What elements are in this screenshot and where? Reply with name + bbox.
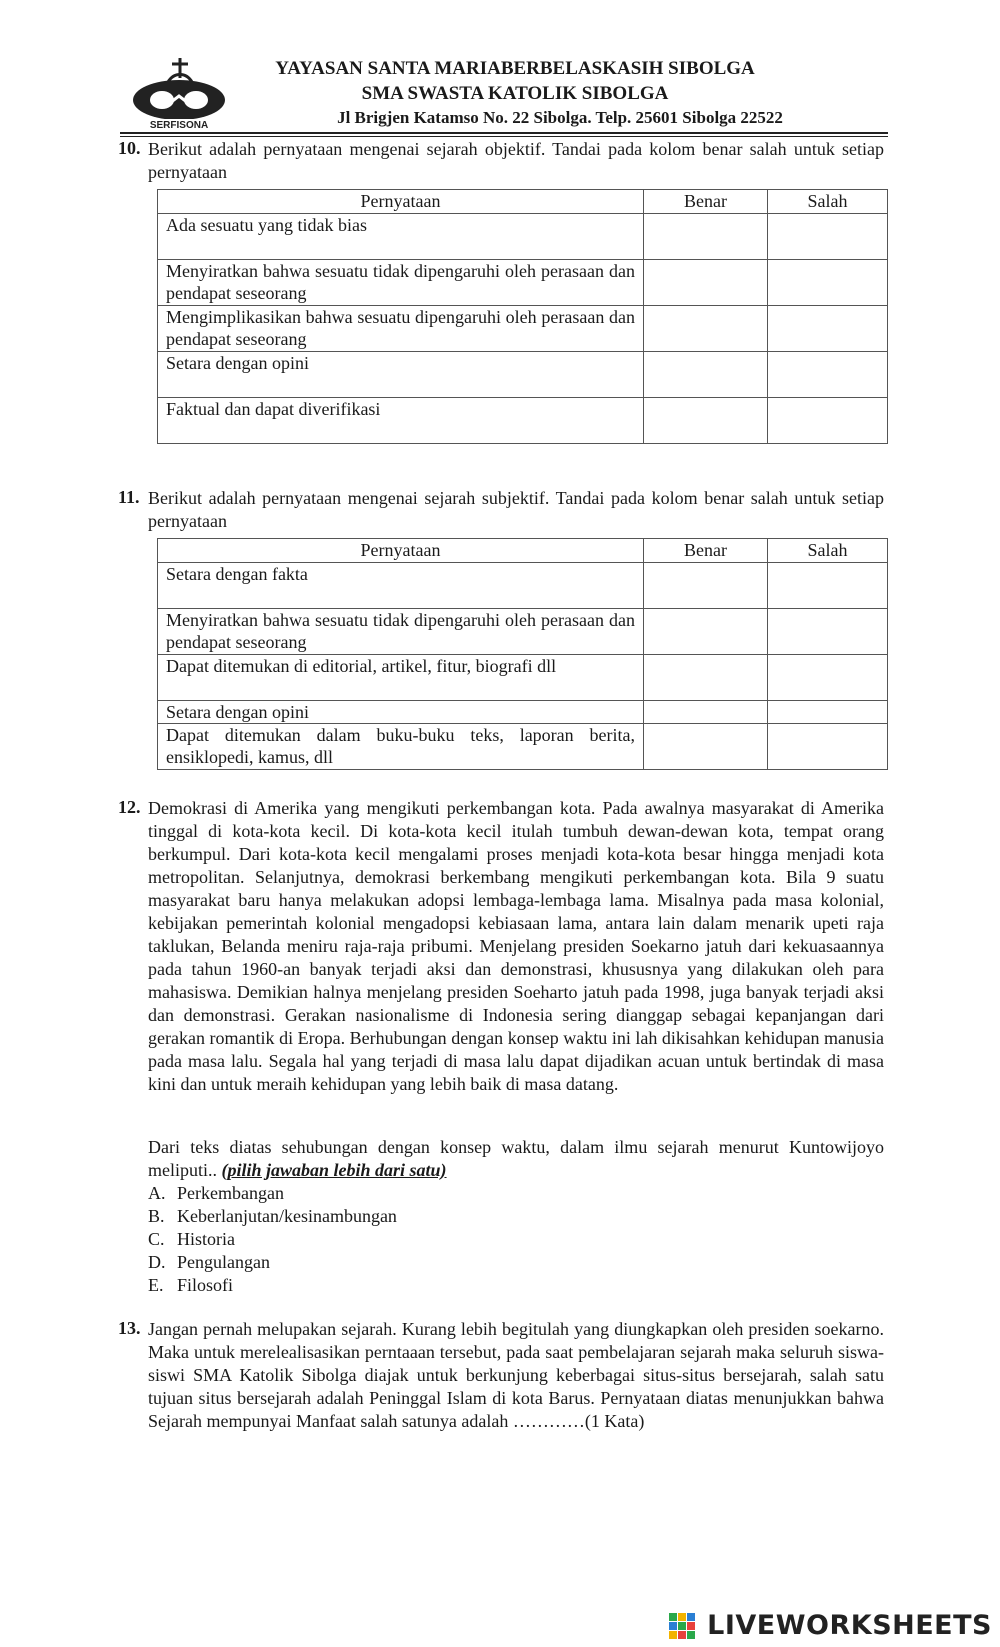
option-e[interactable] [148, 1274, 397, 1297]
statement: Setara dengan opini [158, 352, 644, 398]
table-row [158, 260, 888, 306]
q12-number: 12. [118, 797, 141, 817]
salah-cell[interactable] [768, 398, 888, 444]
option-label: B. [148, 1206, 165, 1226]
benar-cell[interactable] [644, 398, 768, 444]
table-row [158, 701, 888, 724]
q12-question-text: Dari teks diatas sehubungan dengan konsep waktu, dalam ilmu sejarah menurut Kuntowijoyo meliputi.. [148, 1137, 884, 1180]
q12-paragraph: Demokrasi di Amerika yang mengikuti perkembangan kota. Pada awalnya masyarakat di Amerika tinggal di kota-kota kecil. Di kota-kota kecil itulah tumbuh dewan-dewan kota, tempat orang berkumpul. Dari kota-kota kecil mengalami proses menjadi kota-kota besar hingga menjadi kota metropolitan. Selanjutnya, demokrasi berkembang mengikuti perkembangan kota. Bila 9 suatu masyarakat baru hanya melakukan adopsi lembaga-lembaga lama. Misalnya pada masa kolonial, kebijakan pemerintah kolonial mengadopsi kebiasaan lama, antara lain dalam menarik upeti raja taklukan, Belanda meniru raja-raja pribumi. Menjelang presiden Soekarno jatuh dari kekuasaannya pada tahun 1960-an banyak terjadi aksi dan demonstrasi, khususnya yang dilakukan oleh para mahasiswa. Demikian halnya menjelang presiden Soeharto jatuh pada 1998, juga banyak terjadi aksi dan demonstrasi. Gerakan nasionalisme di Indonesia sering dianggap sebagai kepanjangan dari gerakan romantik di Eropa. Berhubungan dengan konsep waktu ini lah dikisahkan kehidupan manusia pada masa lalu. Segala hal yang terjadi di masa lalu dapat dijadikan acuan untuk bertindak di masa kini dan untuk meraih kehidupan yang lebih baik di masa datang. [148, 798, 884, 1094]
statement: Dapat ditemukan di editorial, artikel, fitur, biografi dll [158, 655, 644, 701]
q12-question [148, 1136, 884, 1182]
table-row [158, 214, 888, 260]
table-row [158, 724, 888, 770]
q11-text: Berikut adalah pernyataan mengenai sejarah subjektif. Tandai pada kolom benar salah untuk setiap pernyataan [148, 488, 884, 531]
table-header-row [158, 190, 888, 214]
q12-instruction: (pilih jawaban lebih dari satu) [221, 1160, 447, 1180]
salah-cell[interactable] [768, 352, 888, 398]
option-label: D. [148, 1252, 166, 1272]
col-pernyataan: Pernyataan [158, 539, 644, 563]
salah-cell[interactable] [768, 609, 888, 655]
statement: Setara dengan opini [158, 701, 644, 724]
salah-cell[interactable] [768, 724, 888, 770]
salah-cell[interactable] [768, 214, 888, 260]
statement: Mengimplikasikan bahwa sesuatu dipengaruhi oleh perasaan dan pendapat seseorang [158, 306, 644, 352]
q12-options [148, 1182, 397, 1297]
school-name: SMA SWASTA KATOLIK SIBOLGA [361, 83, 669, 104]
col-benar: Benar [644, 190, 768, 214]
table-row [158, 655, 888, 701]
option-c[interactable] [148, 1228, 397, 1251]
table-row [158, 352, 888, 398]
header-divider [120, 132, 888, 134]
q13-number: 13. [118, 1318, 141, 1338]
liveworksheets-brand: LIVEWORKSHEETS [707, 1610, 992, 1641]
benar-cell[interactable] [644, 655, 768, 701]
benar-cell[interactable] [644, 306, 768, 352]
statement: Menyiratkan bahwa sesuatu tidak dipengaruhi oleh perasaan dan pendapat seseorang [158, 260, 644, 306]
option-b[interactable] [148, 1205, 397, 1228]
salah-cell[interactable] [768, 306, 888, 352]
salah-cell[interactable] [768, 563, 888, 609]
option-text: Pengulangan [177, 1252, 270, 1272]
q10-table [157, 189, 888, 444]
col-benar: Benar [644, 539, 768, 563]
benar-cell[interactable] [644, 352, 768, 398]
liveworksheets-logo-icon [669, 1613, 695, 1639]
option-text: Perkembangan [177, 1183, 284, 1203]
statement: Menyiratkan bahwa sesuatu tidak dipengaruhi oleh perasaan dan pendapat seseorang [158, 609, 644, 655]
option-text: Keberlanjutan/kesinambungan [177, 1206, 397, 1226]
option-text: Historia [177, 1229, 235, 1249]
q13-text: Jangan pernah melupakan sejarah. Kurang lebih begitulah yang diungkapkan oleh presiden soekarno. Maka untuk merelealisasikan perntaaan tersebut, pada saat pembelajaran sejarah maka seluruh siswa-siswi SMA Katolik Sibolga diajak untuk berkunjung keberbagai situs-situs bersejarah, salah satu tujuan situs bersejarah adalah Peninggal Islam di kota Barus. Pernyataan diatas menunjukkan bahwa Sejarah mempunyai Manfaat salah satunya adalah …………(1 Kata) [148, 1319, 884, 1431]
table-row [158, 398, 888, 444]
table-row [158, 306, 888, 352]
table-header-row [158, 539, 888, 563]
logo-text: SERFISONA [149, 120, 209, 130]
option-d[interactable] [148, 1251, 397, 1274]
statement: Dapat ditemukan dalam buku-buku teks, laporan berita, ensiklopedi, kamus, dll [158, 724, 644, 770]
q11-number: 11. [118, 487, 140, 507]
table-row [158, 609, 888, 655]
benar-cell[interactable] [644, 609, 768, 655]
q10-number: 10. [118, 138, 141, 158]
statement: Setara dengan fakta [158, 563, 644, 609]
q10-text: Berikut adalah pernyataan mengenai sejarah objektif. Tandai pada kolom benar salah untuk setiap pernyataan [148, 139, 884, 182]
q11-table [157, 538, 888, 770]
benar-cell[interactable] [644, 260, 768, 306]
salah-cell[interactable] [768, 655, 888, 701]
school-address: Jl Brigjen Katamso No. 22 Sibolga. Telp. 25601 Sibolga 22522 [337, 108, 783, 127]
statement: Ada sesuatu yang tidak bias [158, 214, 644, 260]
option-text: Filosofi [177, 1275, 234, 1295]
benar-cell[interactable] [644, 563, 768, 609]
col-salah: Salah [768, 539, 888, 563]
benar-cell[interactable] [644, 214, 768, 260]
salah-cell[interactable] [768, 701, 888, 724]
option-a[interactable] [148, 1182, 397, 1205]
foundation-name: YAYASAN SANTA MARIABERBELASKASIH SIBOLGA [275, 58, 755, 79]
option-label: A. [148, 1183, 166, 1203]
benar-cell[interactable] [644, 701, 768, 724]
table-row [158, 563, 888, 609]
col-salah: Salah [768, 190, 888, 214]
header-divider-thin [120, 136, 888, 137]
col-pernyataan: Pernyataan [158, 190, 644, 214]
option-label: E. [148, 1275, 164, 1295]
benar-cell[interactable] [644, 724, 768, 770]
statement: Faktual dan dapat diverifikasi [158, 398, 644, 444]
option-label: C. [148, 1229, 165, 1249]
salah-cell[interactable] [768, 260, 888, 306]
